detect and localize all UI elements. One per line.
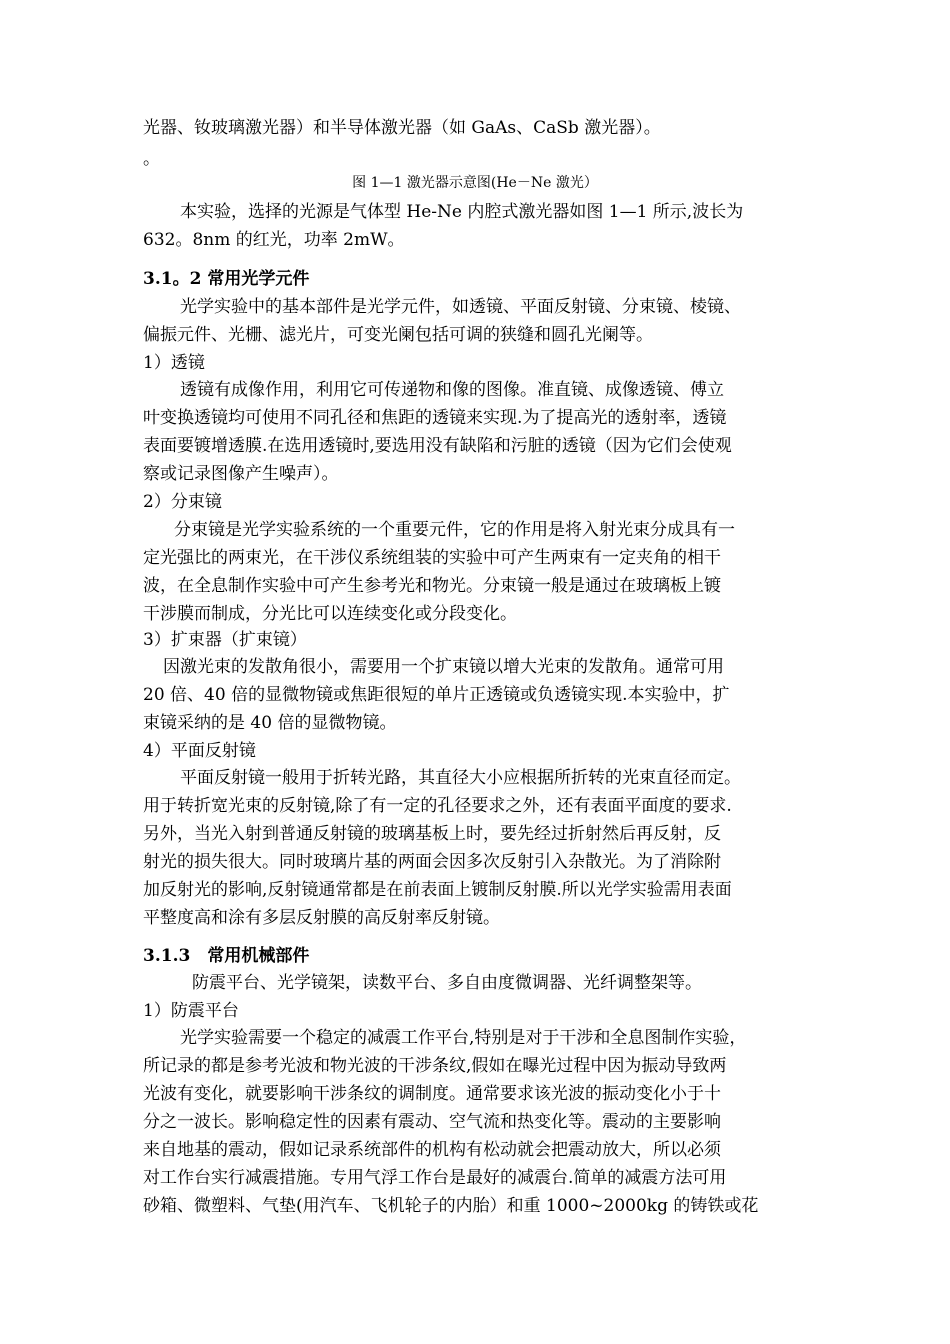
list-item-title: 3）扩束器（扩束镜） <box>143 630 307 650</box>
paragraph-line: 表面要镀增透膜.在选用透镜时,要选用没有缺陷和污脏的透镜（因为它们会使观 <box>143 436 732 456</box>
paragraph-line: 束镜采纳的是 40 倍的显微物镜。 <box>143 713 397 733</box>
paragraph-line: 加反射光的影响,反射镜通常都是在前表面上镀制反射膜.所以光学实验需用表面 <box>143 880 732 900</box>
paragraph-line: 对工作台实行减震措施。专用气浮工作台是最好的减震台.简单的减震方法可用 <box>143 1168 727 1188</box>
paragraph-line: 叶变换透镜均可使用不同孔径和焦距的透镜来实现.为了提高光的透射率，透镜 <box>143 408 727 428</box>
paragraph-line: 察或记录图像产生噪声）。 <box>143 464 339 484</box>
paragraph-line: 用于转折宽光束的反射镜,除了有一定的孔径要求之外，还有表面平面度的要求. <box>143 796 732 816</box>
list-item-title: 4）平面反射镜 <box>143 741 256 761</box>
paragraph-line: 20 倍、40 倍的显微物镜或焦距很短的单片正透镜或负透镜实现.本实验中，扩 <box>143 685 730 705</box>
paragraph-line: 偏振元件、光栅、滤光片，可变光阑包括可调的狭缝和圆孔光阑等。 <box>143 325 653 345</box>
paragraph-line: 光学实验中的基本部件是光学元件，如透镜、平面反射镜、分束镜、棱镜、 <box>180 297 741 317</box>
section-heading: 3.1。2 常用光学元件 <box>143 269 310 289</box>
paragraph-line: 分之一波长。影响稳定性的因素有震动、空气流和热变化等。震动的主要影响 <box>143 1112 721 1132</box>
paragraph-line: 波，在全息制作实验中可产生参考光和物光。分束镜一般是通过在玻璃板上镀 <box>143 576 721 596</box>
paragraph-line: 因激光束的发散角很小，需要用一个扩束镜以增大光束的发散角。通常可用 <box>163 657 724 677</box>
section-heading: 3.1.3 常用机械部件 <box>143 946 310 966</box>
list-item-title: 2）分束镜 <box>143 492 222 512</box>
paragraph-line: 防震平台、光学镜架，读数平台、多自由度微调器、光纤调整架等。 <box>192 973 702 993</box>
paragraph-line: 另外，当光入射到普通反射镜的玻璃基板上时，要先经过折射然后再反射，反 <box>143 824 721 844</box>
figure-caption: 图 1—1 激光器示意图(He－Ne 激光） <box>352 175 598 191</box>
text-line: 光器、钕玻璃激光器）和半导体激光器（如 GaAs、CaSb 激光器）。 <box>143 118 661 138</box>
paragraph-line: 射光的损失很大。同时玻璃片基的两面会因多次反射引入杂散光。为了消除附 <box>143 852 721 872</box>
paragraph-line: 所记录的都是参考光波和物光波的干涉条纹,假如在曝光过程中因为振动导致两 <box>143 1056 727 1076</box>
paragraph-line: 干涉膜而制成，分光比可以连续变化或分段变化。 <box>143 604 517 624</box>
paragraph-line: 平整度高和涂有多层反射膜的高反射率反射镜。 <box>143 908 500 928</box>
paragraph-line: 光学实验需要一个稳定的减震工作平台,特别是对于干涉和全息图制作实验， <box>180 1028 747 1048</box>
paragraph-line: 632。8nm 的红光，功率 2mW。 <box>143 230 405 250</box>
paragraph-line: 砂箱、微塑料、气垫(用汽车、飞机轮子的内胎）和重 1000~2000kg 的铸铁或花 <box>143 1196 759 1216</box>
paragraph-line: 来自地基的震动，假如记录系统部件的机构有松动就会把震动放大，所以必须 <box>143 1140 721 1160</box>
paragraph-line: 分束镜是光学实验系统的一个重要元件，它的作用是将入射光束分成具有一 <box>174 520 735 540</box>
paragraph-line: 本实验，选择的光源是气体型 He-Ne 内腔式激光器如图 1—1 所示,波长为 <box>180 202 744 222</box>
paragraph-line: 定光强比的两束光，在干涉仪系统组装的实验中可产生两束有一定夹角的相干 <box>143 548 721 568</box>
list-item-title: 1）防震平台 <box>143 1001 239 1021</box>
paragraph-line: 平面反射镜一般用于折转光路，其直径大小应根据所折转的光束直径而定。 <box>180 768 741 788</box>
list-item-title: 1）透镜 <box>143 353 205 373</box>
paragraph-line: 透镜有成像作用，利用它可传递物和像的图像。准直镜、成像透镜、傅立 <box>180 380 724 400</box>
text-line: 。 <box>143 149 160 169</box>
paragraph-line: 光波有变化，就要影响干涉条纹的调制度。通常要求该光波的振动变化小于十 <box>143 1084 721 1104</box>
